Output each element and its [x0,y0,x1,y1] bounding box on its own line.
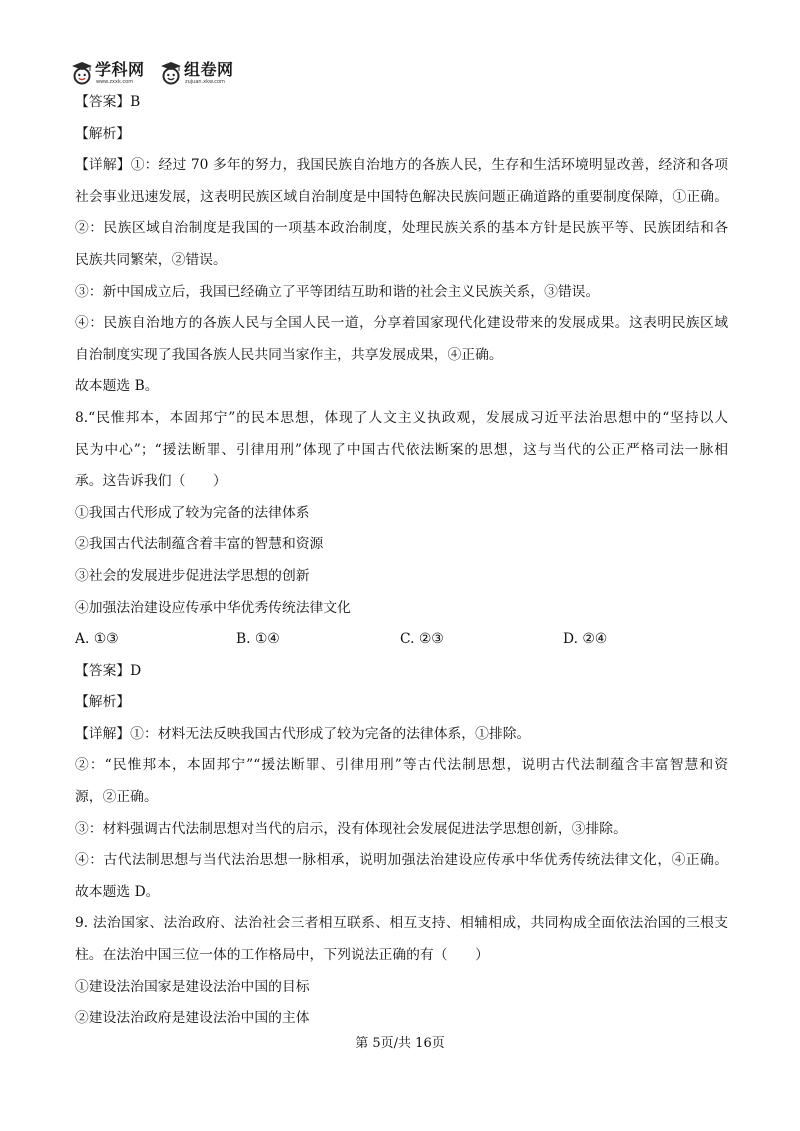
q8-answer: 【答案】D [75,662,142,679]
xuekewang-logo-name: 学科网 [95,60,145,79]
xuekewang-logo [71,60,157,88]
q7-analysis-label: 【解析】 [75,125,131,142]
q7-detail-line: ③：新中国成立后，我国已经确立了平等团结互助和谐的社会主义民族关系，③错误。 [75,283,600,300]
q8-stem-line: 8.“民惟邦本，本固邦宁”的民本思想，体现了人文主义执政观，发展成习近平法治思想中的“坚持以人 [75,409,728,426]
q7-detail-line: 民族共同繁荣，②错误。 [75,251,227,268]
q8-detail-line: ④：古代法制思想与当代法治思想一脉相承，说明加强法治建设应传承中华优秀传统法律文化，④正确。 [75,852,728,869]
q9-stem-line: 柱。在法治中国三位一体的工作格局中，下列说法正确的有（ ） [75,947,489,964]
q8-statement: ②我国古代法制蕴含着丰富的智慧和资源 [75,536,324,553]
q8-stem-line: 民为中心”；“援法断罪、引律用刑”体现了中国古代依法断案的思想，这与当代的公正严格司法一脉相 [75,441,728,458]
q9-stem-line: 9. 法治国家、法治政府、法治社会三者相互联系、相互支持、相辅相成，共同构成全面依法治国的三根支 [75,915,728,932]
zujuanwang-logo-name: 组卷网 [184,60,234,79]
xuekewang-logo-url: www.zxxk.com [96,79,134,85]
q8-choice-b: B. ①④ [236,631,280,648]
q8-detail-line: 源，②正确。 [75,789,158,806]
q8-detail-line: ②：“民惟邦本，本固邦宁”“援法断罪、引律用刑”等古代法制思想，说明古代法制蕴含丰富智慧和资 [75,757,728,774]
q8-choice-c: C. ②③ [400,631,444,648]
q7-detail-line: 【详解】①：经过 70 多年的努力，我国民族自治地方的各族人民，生存和生活环境明显改善，经济和各项 [75,157,728,174]
q8-statement: ①我国古代形成了较为完备的法律体系 [75,504,310,521]
zujuanwang-logo [160,60,248,88]
page-content [75,87,728,1035]
q8-analysis-label: 【解析】 [75,694,131,711]
q8-choice-d: D. ②④ [563,631,608,648]
q8-statement: ④加强法治建设应传承中华优秀传统法律文化 [75,599,351,616]
q7-detail-line: ②：民族区域自治制度是我国的一项基本政治制度，处理民族关系的基本方针是民族平等、民族团结和各 [75,220,728,237]
page-number: 第 5页/共 16页 [355,1036,445,1051]
zujuanwang-logo-icon [160,61,182,85]
q7-detail-line: ④：民族自治地方的各族人民与全国人民一道，分享着国家现代化建设带来的发展成果。这表明民族区域 [75,315,728,332]
q8-stem-line: 承。这告诉我们（ ） [75,473,227,490]
zujuanwang-logo-url: zujuan.xkw.com [185,79,225,85]
q8-conclusion: 故本题选 D。 [75,883,160,900]
q8-detail-line: 【详解】①：材料无法反映我国古代形成了较为完备的法律体系，①排除。 [75,725,531,742]
q8-detail-line: ③：材料强调古代法制思想对当代的启示，没有体现社会发展促进法学思想创新，③排除。 [75,820,627,837]
xuekewang-logo-icon [71,61,93,85]
q8-choice-a: A. ①③ [75,631,119,648]
q9-statement: ①建设法治国家是建设法治中国的目标 [75,978,310,995]
q7-conclusion: 故本题选 B。 [75,378,159,395]
q7-detail-line: 自治制度实现了我国各族人民共同当家作主，共享发展成果，④正确。 [75,346,503,363]
q7-detail-line: 社会事业迅速发展，这表明民族区域自治制度是中国特色解决民族问题正确道路的重要制度保障，①正确。 [75,188,728,205]
q8-choices [75,624,728,656]
q8-statement: ③社会的发展进步促进法学思想的创新 [75,567,310,584]
q7-answer: 【答案】B [75,94,141,110]
q9-statement: ②建设法治政府是建设法治中国的主体 [75,1010,310,1027]
